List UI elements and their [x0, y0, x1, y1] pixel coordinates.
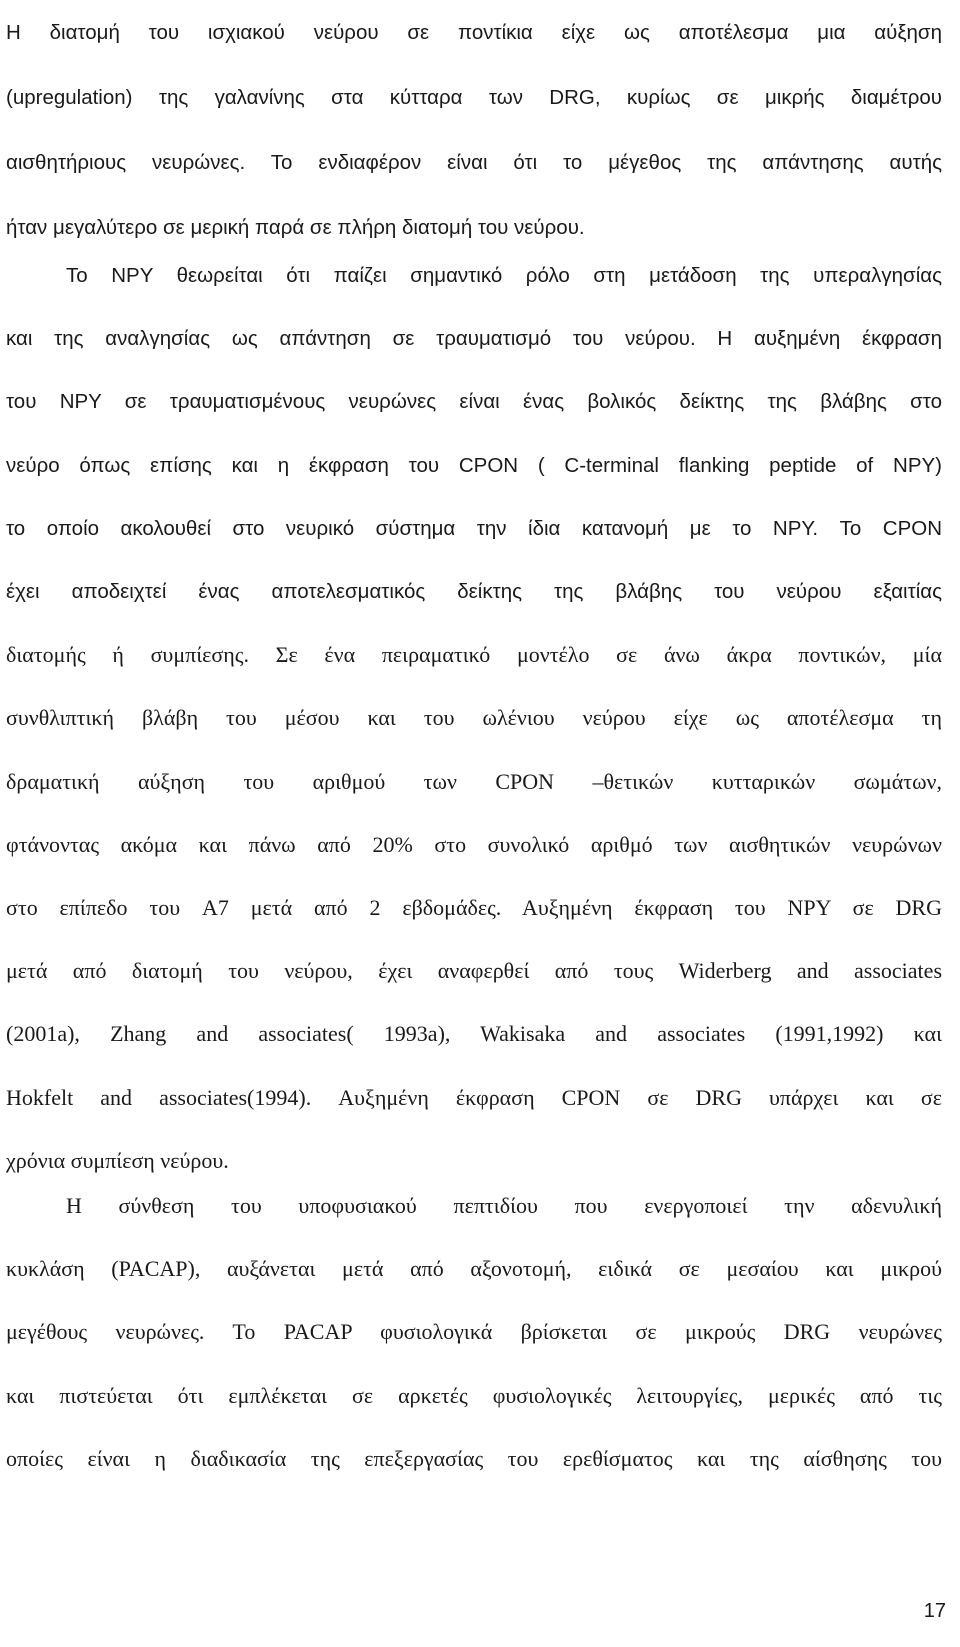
text-line: χρόνια συμπίεση νεύρου.	[6, 1147, 229, 1173]
text-line: (2001a), Zhang and associates( 1993a), Wakisaka and associates (1991,1992) και	[6, 1021, 942, 1047]
text-line: (upregulation) της γαλανίνης στα κύτταρα των DRG, κυρίως σε μικρής διαμέτρου	[6, 86, 942, 109]
text-line: του NPY σε τραυματισμένους νευρώνες είναι ένας βολικός δείκτης της βλάβης στο	[6, 390, 942, 414]
text-line: Η διατομή του ισχιακού νεύρου σε ποντίκια είχε ως αποτέλεσμα μια αύξηση	[6, 21, 942, 44]
text-line: Η σύνθεση του υποφυσιακού πεπτιδίου που ενεργοποιεί την αδενυλική	[66, 1193, 942, 1218]
text-line: φτάνοντας ακόμα και πάνω από 20% στο συνολικό αριθμό των αισθητικών νευρώνων	[6, 831, 942, 857]
text-line: νεύρο όπως επίσης και η έκφραση του CPON ( C-terminal flanking peptide of NPY)	[6, 453, 942, 477]
text-line: αισθητήριους νευρώνες. Το ενδιαφέρον είναι ότι το μέγεθος της απάντησης αυτής	[6, 151, 942, 174]
text-line: οποίες είναι η διαδικασία της επεξεργασίας του ερεθίσματος και της αίσθησης του	[6, 1445, 942, 1471]
paragraph-2	[6, 244, 942, 1192]
text-line: και της αναλγησίας ως απάντηση σε τραυματισμό του νεύρου. Η αυξημένη έκφραση	[6, 327, 942, 351]
paragraph-1	[6, 0, 942, 260]
text-line: έχει αποδειχτεί ένας αποτελεσματικός δείκτης της βλάβης του νεύρου εξαιτίας	[6, 580, 942, 604]
text-line: Το NPY θεωρείται ότι παίζει σημαντικό ρόλο στη μετάδοση της υπεραλγησίας	[66, 264, 942, 287]
text-line: μετά από διατομή του νεύρου, έχει αναφερθεί από τους Widerberg and associates	[6, 958, 942, 984]
text-line: στο επίπεδο του A7 μετά από 2 εβδομάδες. Αυξημένη έκφραση του NPY σε DRG	[6, 895, 942, 921]
paragraph-3	[6, 1174, 942, 1490]
text-line: μεγέθους νευρώνες. Το PACAP φυσιολογικά βρίσκεται σε μικρούς DRG νευρώνες	[6, 1319, 942, 1345]
text-line: διατομής ή συμπίεσης. Σε ένα πειραματικό μοντέλο σε άνω άκρα ποντικών, μία	[6, 642, 942, 668]
text-line: και πιστεύεται ότι εμπλέκεται σε αρκετές φυσιολογικές λειτουργίες, μερικές από τις	[6, 1382, 942, 1408]
text-line: ήταν μεγαλύτερο σε μερική παρά σε πλήρη διατομή του νεύρου.	[6, 216, 585, 239]
text-line: δραματική αύξηση του αριθμού των CPON –θετικών κυτταρικών σωμάτων,	[6, 768, 942, 794]
text-line: κυκλάση (PACAP), αυξάνεται μετά από αξονοτομή, ειδικά σε μεσαίου και μικρού	[6, 1256, 942, 1282]
page-number: 17	[923, 1599, 946, 1622]
text-line: Hokfelt and associates(1994). Αυξημένη έκφραση CPON σε DRG υπάρχει και σε	[6, 1084, 942, 1110]
text-line: συνθλιπτική βλάβη του μέσου και του ωλένιου νεύρου είχε ως αποτέλεσμα τη	[6, 705, 942, 731]
text-line: το οποίο ακολουθεί στο νευρικό σύστημα την ίδια κατανομή με το NPY. Το CPON	[6, 516, 942, 540]
